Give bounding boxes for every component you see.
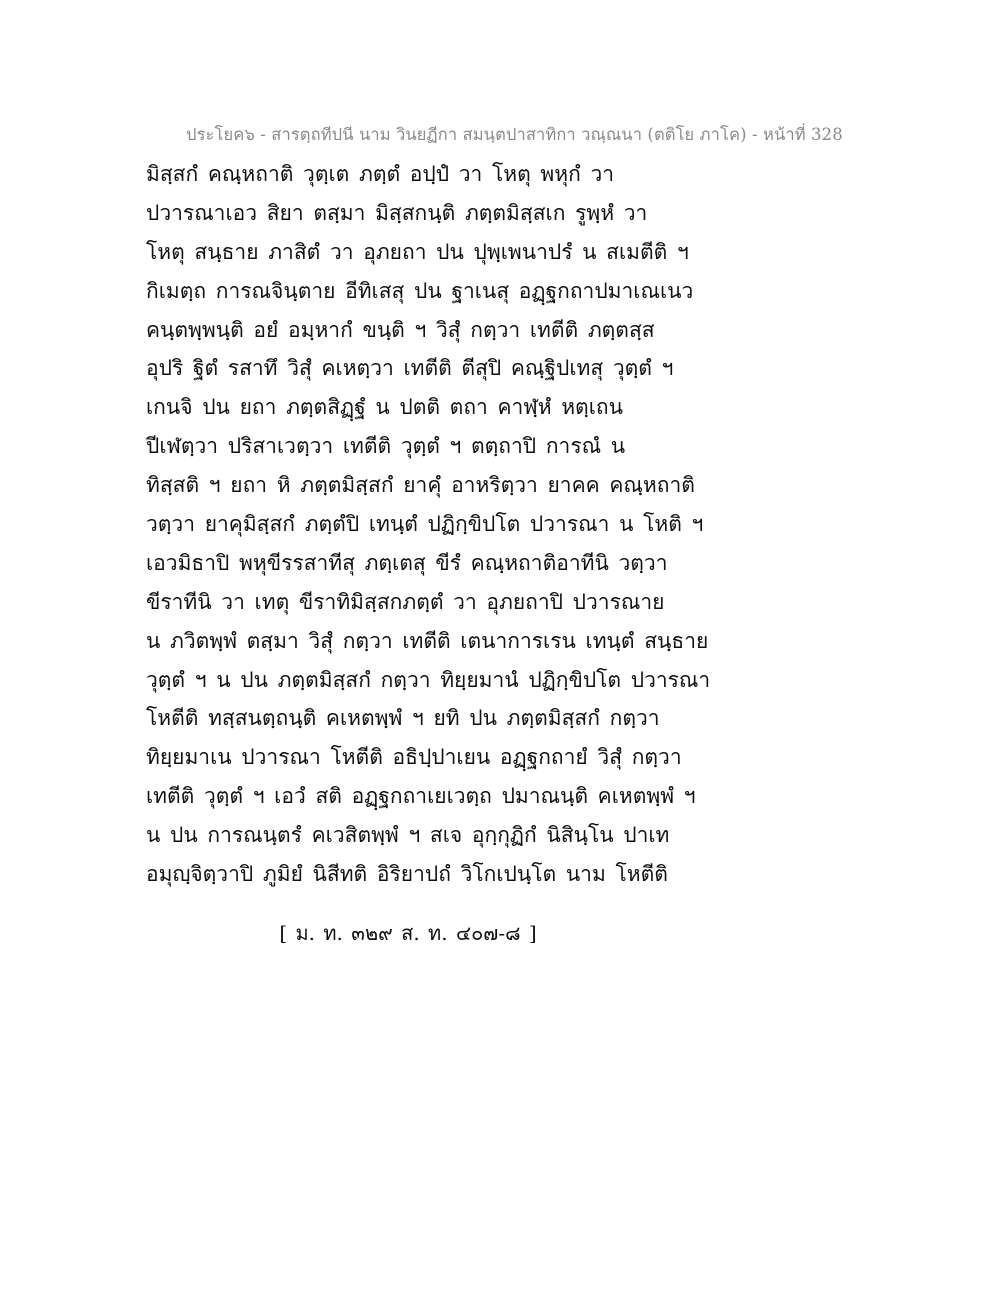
text-line: ปีเฬตฺวา ปริสาเวตฺวา เทตีติ วุตฺตํ ฯ ตตฺถาปิ การณํ น xyxy=(146,434,626,459)
text-line: กิเมตฺถ การณจินฺตาย อีทิเสสุ ปน ฐาเนสุ อฏฺฐกถาปมาเณเนว xyxy=(146,278,694,303)
text-line: ปวารณาเอว สิยา ตสฺมา มิสฺสกนฺติ ภตฺตมิสฺสเก รูพฺหํ วา xyxy=(146,200,648,225)
text-line: เอวมิธาปิ พหุขีรรสาทีสุ ภตฺเตสุ ขีรํ คณฺหถาติอาทีนิ วตฺวา xyxy=(146,550,668,575)
text-line: เกนจิ ปน ยถา ภตฺตสิฏฺฐํ น ปตติ ตถา คาฬฺหํ หตฺเถน xyxy=(146,395,623,420)
text-line: น ปน การณนฺตรํ คเวสิตพฺพํ ฯ สเจ อุกฺกุฏิกํ นิสินฺโน ปาเท xyxy=(146,823,670,848)
text-line: อุปริ ฐิตํ รสาทึ วิสุํ คเหตฺวา เทตีติ ตีสุปิ คณฺฐิปเทสุ วุตฺตํ ฯ xyxy=(146,356,674,381)
text-line: เทตีติ วุตฺตํ ฯ เอวํ สติ อฏฺฐกถาเยเวตฺถ ปมาณนฺติ คเหตพฺพํ ฯ xyxy=(146,784,696,809)
text-line: โหตุ สนฺธาย ภาสิตํ วา อุภยถา ปน ปุพฺเพนาปรํ น สเมตีติ ฯ xyxy=(146,239,689,264)
body-text xyxy=(146,159,711,898)
page-reference: [ ม. ท. ๓๒๙ ส. ท. ๔๐๗-๘ ] xyxy=(279,921,537,945)
text-line: ขีราทีนิ วา เทตุ ขีราทิมิสฺสกภตฺตํ วา อุภยถาปิ ปวารณาย xyxy=(146,589,665,614)
text-line: ทิยฺยมาเน ปวารณา โหตีติ อธิปฺปาเยน อฏฺฐกถายํ วิสุํ กตฺวา xyxy=(146,745,682,770)
text-line: วตฺวา ยาคุมิสฺสกํ ภตฺตํปิ เทนฺตํ ปฏิกฺขิปโต ปวารณา น โหติ ฯ xyxy=(146,512,704,537)
text-line: วุตฺตํ ฯ น ปน ภตฺตมิสฺสกํ กตฺวา ทิยฺยมานํ ปฏิกฺขิปโต ปวารณา xyxy=(146,667,711,692)
text-line: โหตีติ ทสฺสนตฺถนฺติ คเหตพฺพํ ฯ ยทิ ปน ภตฺตมิสฺสกํ กตฺวา xyxy=(146,706,660,731)
text-line: มิสฺสกํ คณฺหถาติ วุตฺเต ภตฺตํ อปฺปํ วา โหตุ พหุกํ วา xyxy=(146,162,615,186)
text-line: อมุญฺจิตฺวาปิ ภูมิยํ นิสีทติ อิริยาปถํ วิโกเปนฺโต นาม โหตีติ xyxy=(146,862,668,887)
running-header: ประโยค๖ - สารตฺถทีปนี นาม วินยฏีกา สมนฺตปาสาทิกา วณฺณนา (ตติโย ภาโค) - หน้าที่ 328 xyxy=(186,125,843,144)
text-line: น ภวิตพฺพํ ตสฺมา วิสุํ กตฺวา เทตีติ เตนาการเรน เทนฺตํ สนฺธาย xyxy=(146,628,709,653)
text-line: คนฺตพฺพนฺติ อยํ อมฺหากํ ขนฺติ ฯ วิสุํ กตฺวา เทตีติ ภตฺตสฺส xyxy=(146,317,655,342)
text-line: ทิสฺสติ ฯ ยถา หิ ภตฺตมิสฺสกํ ยาคุํ อาหริตฺวา ยาคค คณฺหถาติ xyxy=(146,473,695,498)
